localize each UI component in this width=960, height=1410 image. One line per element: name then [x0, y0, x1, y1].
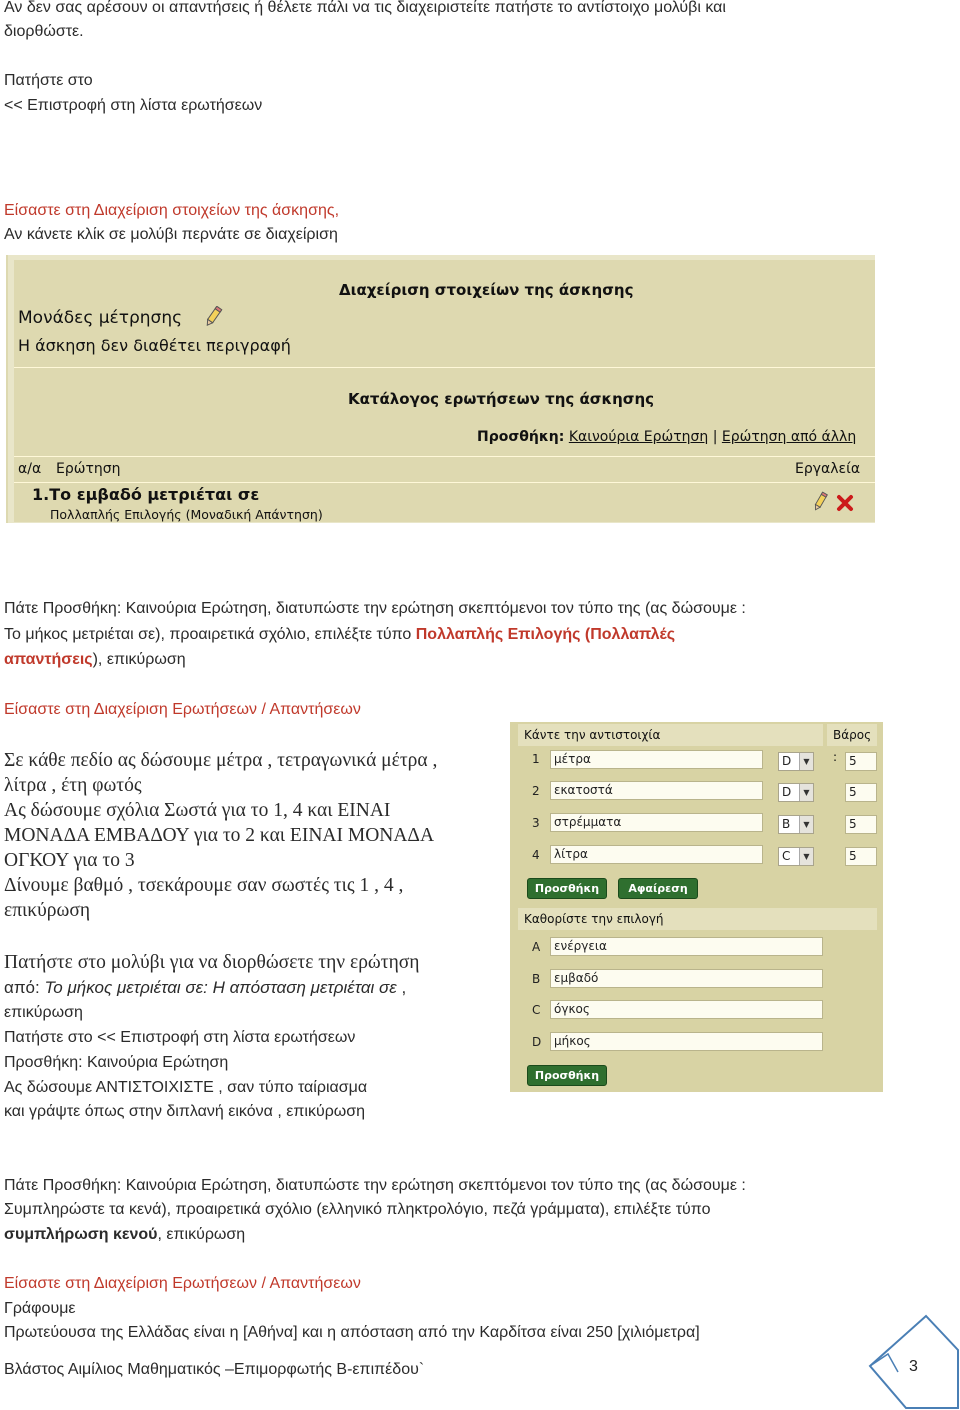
col-number-header: α/α	[18, 461, 42, 477]
question-type-fill-blank: συμπλήρωση κενού	[4, 1226, 158, 1243]
option-text-input[interactable]: εμβαδό	[550, 969, 823, 988]
chevron-down-icon: ▼	[799, 848, 813, 865]
intro-line-4: << Επιστροφή στη λίστα ερωτήσεων	[4, 97, 263, 114]
add-row-button[interactable]: Προσθήκη	[527, 878, 607, 899]
row-question-type: Πολλαπλής Επιλογής (Μοναδική Απάντηση)	[50, 507, 323, 522]
para2-line-2-text: Το μήκος μετριέται σε), προαιρετικά σχόλιο, επιλέξτε τύπο	[4, 626, 416, 643]
define-options-header: Καθορίστε την επιλογή	[518, 908, 877, 930]
exercise-title: Μονάδες μέτρησης	[18, 308, 183, 328]
mixed-line-1-suffix: ,	[396, 978, 407, 997]
page-corner	[868, 1314, 960, 1410]
page-number: 3	[909, 1358, 918, 1375]
match-row-number: 4	[532, 848, 540, 862]
divider	[14, 456, 875, 457]
para2-line-2	[4, 623, 675, 648]
chevron-down-icon: ▼	[799, 753, 813, 770]
intro-line-6: Αν κάνετε κλίκ σε μολύβι περνάτε σε διαχείριση	[4, 226, 338, 243]
col-tools-header: Εργαλεία	[795, 461, 861, 477]
match-row-weight-input[interactable]: 5	[845, 783, 877, 802]
serif-line-8: Πατήστε στο μολύβι για να διορθώσετε την ερώτηση	[4, 952, 420, 973]
footer-author: Βλάστος Αιμίλιος Μαθηματικός –Επιμορφωτής Β-επιπέδου`	[4, 1361, 425, 1378]
para2-line-3	[4, 648, 186, 673]
match-row-select[interactable]	[778, 847, 814, 866]
para3-line-3	[4, 1223, 245, 1248]
exercise-description: Η άσκηση δεν διαθέτει περιγραφή	[18, 336, 291, 355]
remove-row-button[interactable]: Αφαίρεση	[618, 878, 698, 899]
match-row-text-input[interactable]: στρέμματα	[550, 813, 763, 832]
mixed-line-5: Ας δώσουμε ΑΝΤΙΣΤΟΙΧΙΣΤΕ , σαν τύπο ταίριασμα	[4, 1079, 368, 1096]
match-row-text-input[interactable]: λίτρα	[550, 845, 763, 864]
match-row-select[interactable]	[778, 815, 814, 834]
chevron-down-icon: ▼	[799, 784, 813, 801]
screenshot-exercise-admin	[6, 255, 875, 523]
pencil-icon[interactable]	[203, 306, 223, 328]
intro-line-2: διορθώστε.	[4, 23, 84, 40]
serif-line-2: λίτρα , έτη φωτός	[4, 775, 142, 796]
serif-line-6: Δίνουμε βαθμό , τσεκάρουμε σαν σωστές τις 1 , 4 ,	[4, 875, 404, 896]
question-edit-example: Το μήκος μετριέται σε: Η απόσταση μετριέται σε	[44, 978, 397, 997]
option-text-input[interactable]: όγκος	[550, 1000, 823, 1019]
option-text-input[interactable]: ενέργεια	[550, 937, 823, 956]
row-number: 1.	[32, 485, 50, 504]
question-row-title[interactable]	[32, 485, 259, 504]
chevron-down-icon: ▼	[799, 816, 813, 833]
delete-x-icon[interactable]	[836, 494, 854, 512]
divider	[14, 367, 875, 368]
select-value: C	[782, 849, 791, 863]
intro-line-1: Αν δεν σας αρέσουν οι απαντήσεις ή θέλετε πάλι να τις διαχειριστείτε πατήστε το αντίστοιχο μολύβι και	[4, 0, 726, 16]
match-row-text-input[interactable]: μέτρα	[550, 750, 763, 769]
question-type-multiple-answers: απαντήσεις	[4, 651, 93, 668]
para3-line-1: Πάτε Προσθήκη: Καινούρια Ερώτηση, διατυπώστε την ερώτηση σκεπτόμενοι τον τύπο της (ας δώσουμε :	[4, 1177, 746, 1194]
new-question-link[interactable]: Καινούρια Ερώτηση	[568, 429, 709, 445]
serif-line-4: ΜΟΝΑΔΑ ΕΜΒΑΔΟΥ για το 2 και ΕΙΝΑΙ ΜΟΝΑΔΑ	[4, 825, 435, 846]
mixed-line-1-prefix: από:	[4, 978, 45, 997]
para3-line-3-text: , επικύρωση	[157, 1226, 246, 1243]
para2-line-3-text: ), επικύρωση	[92, 651, 186, 668]
option-letter: C	[532, 1003, 541, 1017]
link-separator: |	[712, 429, 718, 445]
serif-line-5: ΟΓΚΟΥ για το 3	[4, 850, 135, 871]
para2-line-1: Πάτε Προσθήκη: Καινούρια Ερώτηση, διατυπώστε την ερώτηση σκεπτόμενοι τον τύπο της (ας δώσουμε :	[4, 600, 746, 617]
option-letter: B	[532, 972, 541, 986]
screenshot-matching-form	[510, 722, 883, 1092]
match-header: Κάντε την αντιστοιχία	[518, 724, 823, 746]
serif-line-3: Ας δώσουμε σχόλια Σωστά για το 1, 4 και ΕΙΝΑΙ	[4, 800, 391, 821]
option-letter: D	[532, 1035, 542, 1049]
match-row-number: 3	[532, 816, 540, 830]
mixed-line-1	[4, 976, 406, 1001]
question-list-title: Κατάλογος ερωτήσεων της άσκησης	[348, 390, 655, 408]
select-value: D	[782, 754, 792, 768]
mixed-line-6: και γράψτε όπως στην διπλανή εικόνα , επικύρωση	[4, 1103, 366, 1120]
para3-line-2: Συμπληρώστε τα κενά), προαιρετικά σχόλιο (ελληνικό πληκτρολόγιο, πεζά γράμματα), επιλέξτε τύπο	[4, 1201, 711, 1218]
pencil-icon[interactable]	[811, 491, 829, 513]
section-heading-qa-admin-2: Είσαστε στη Διαχείριση Ερωτήσεων / Απαντήσεων	[4, 1275, 361, 1292]
exercise-panel	[14, 260, 875, 522]
match-row-weight-input[interactable]: 5	[845, 815, 877, 834]
section-heading-exercise-admin: Είσαστε στη Διαχείριση στοιχείων της άσκησης,	[4, 202, 340, 219]
divider	[14, 482, 875, 483]
match-row-number: 1	[532, 752, 540, 766]
panel-title: Διαχείριση στοιχείων της άσκησης	[339, 281, 634, 299]
match-row-number: 2	[532, 784, 540, 798]
match-row-select[interactable]	[778, 783, 814, 802]
option-letter: A	[532, 940, 541, 954]
mixed-line-3: Πατήστε στο << Επιστροφή στη λίστα ερωτήσεων	[4, 1029, 356, 1046]
intro-line-3: Πατήστε στο	[4, 72, 93, 89]
match-row-weight-input[interactable]: 5	[845, 752, 877, 771]
para3-line-5: Γράφουμε	[4, 1300, 76, 1317]
col-question-header: Ερώτηση	[56, 461, 121, 477]
serif-line-7: επικύρωση	[4, 900, 91, 921]
mixed-line-2: επικύρωση	[4, 1004, 83, 1021]
add-bar	[477, 429, 856, 445]
select-value: B	[782, 817, 791, 831]
match-row-select[interactable]	[778, 752, 814, 771]
row-question-text: Το εμβαδό μετριέται σε	[49, 485, 260, 504]
section-heading-qa-admin: Είσαστε στη Διαχείριση Ερωτήσεων / Απαντήσεων	[4, 701, 361, 718]
weight-header: Βάρος :	[827, 724, 877, 746]
question-type-multiple: Πολλαπλής Επιλογής (Πολλαπλές	[415, 626, 676, 643]
mixed-line-4: Προσθήκη: Καινούρια Ερώτηση	[4, 1054, 229, 1071]
option-text-input[interactable]: μήκος	[550, 1032, 823, 1051]
match-row-text-input[interactable]: εκατοστά	[550, 781, 763, 800]
add-label: Προσθήκη:	[477, 429, 565, 445]
match-row-weight-input[interactable]: 5	[845, 847, 877, 866]
question-from-other-link[interactable]: Ερώτηση από άλλη	[721, 429, 857, 445]
para3-line-6: Πρωτεύουσα της Ελλάδας είναι η [Αθήνα] και η απόσταση από την Καρδίτσα είναι 250 [χιλιόμετρα]	[4, 1324, 700, 1341]
select-value: D	[782, 785, 792, 799]
serif-line-1: Σε κάθε πεδίο ας δώσουμε μέτρα , τετραγωνικά μέτρα ,	[4, 750, 438, 771]
add-option-button[interactable]: Προσθήκη	[527, 1065, 607, 1086]
